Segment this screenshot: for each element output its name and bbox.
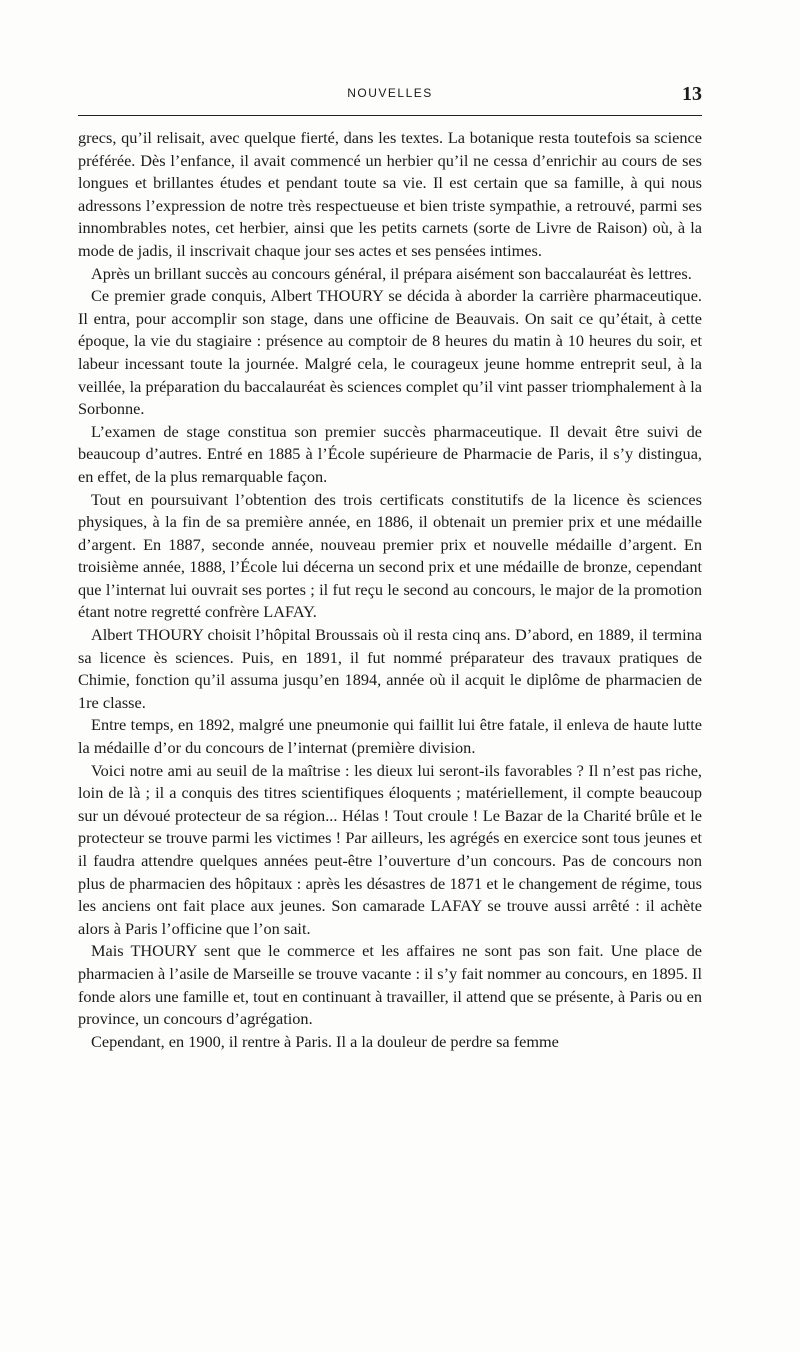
paragraph-8: Voici notre ami au seuil de la maîtrise : les dieux lui seront-ils favorables ? Il n’est pas riche, loin de là ; il a conquis des titres scientifiques éloquents ; matériellement, il compte beaucoup sur un dévoué protecteur de sa région... Hélas ! Tout croule ! Le Bazar de la Charité brûle et le protecteur se trouve parmi les victimes ! Par ailleurs, les agrégés en exercice sont tous jeunes et il faudra attendre quelques années peut-être l’ouverture d’un concours. Pas de concours non plus de pharmacien des hôpitaux : après les désastres de 1871 et le changement de régime, tous les anciens ont fait place aux jeunes. Son camarade LAFAY se trouve aussi arrêté : il achète alors à Paris l’officine que l’on sait. — [78, 760, 702, 938]
paragraph-5: Tout en poursuivant l’obtention des trois certificats constitutifs de la licence ès sciences physiques, à la fin de sa première année, en 1886, il obtenait un premier prix et une médaille d’argent. En 1887, seconde année, nouveau premier prix et nouvelle médaille d’argent. En troisième année, 1888, l’École lui décerna un second prix et une médaille de bronze, cependant que l’internat lui ouvrait ses portes ; il fut reçu le second au concours, le major de la promotion étant notre regretté confrère LAFAY. — [78, 489, 702, 622]
paragraph-10: Cependant, en 1900, il rentre à Paris. Il a la douleur de perdre sa femme — [91, 1031, 559, 1051]
page-header — [78, 83, 702, 107]
paragraph-2: Après un brillant succès au concours général, il prépara aisément son baccalauréat ès lettres. — [91, 263, 692, 283]
paragraph-7: Entre temps, en 1892, malgré une pneumonie qui faillit lui être fatale, il enleva de haute lutte la médaille d’or du concours de l’internat (première division. — [78, 715, 702, 758]
paragraph-1: grecs, qu’il relisait, avec quelque fierté, dans les textes. La botanique resta toutefois sa science préférée. Dès l’enfance, il avait commencé un herbier qu’il ne cessa d’enrichir au cours de ses longues et brillantes études et pendant toute sa vie. Il est certain que sa famille, à qui nous adressons l’expression de notre très respectueuse et bien triste sympathie, a retrouvé, parmi ses innombrables notes, cet herbier, ainsi que les petits carnets (sorte de Livre de Raison) où, à la mode de jadis, il inscrivait chaque jour ses actes et ses pensées intimes. — [78, 128, 702, 260]
paragraph-9: Mais THOURY sent que le commerce et les affaires ne sont pas son fait. Une place de pharmacien à l’asile de Marseille se trouve vacante : il s’y fait nommer au concours, en 1895. Il fonde alors une famille et, tout en continuant à travailler, il attend que se présente, à Paris ou en province, un concours d’agrégation. — [78, 941, 702, 1029]
header-rule — [78, 115, 702, 116]
running-title: NOUVELLES — [347, 86, 433, 100]
paragraph-6: Albert THOURY choisit l’hôpital Broussais où il resta cinq ans. D’abord, en 1889, il termina sa licence ès sciences. Puis, en 1891, il fut nommé préparateur des travaux pratiques de Chimie, fonction qu’il assuma jusqu’en 1894, année où il acquit le diplôme de pharmacien de 1re classe. — [78, 625, 702, 712]
paragraph-3: Ce premier grade conquis, Albert THOURY se décida à aborder la carrière pharmaceutique. Il entra, pour accomplir son stage, dans une officine de Beauvais. On sait ce qu’était, à cette époque, la vie du stagiaire : présence au comptoir de 8 heures du matin à 10 heures du soir, et labeur incessant toute la journée. Malgré cela, le courageux jeune homme entreprit seul, à la veillée, la préparation du baccalauréat ès sciences complet qu’il vint passer triomphalement à la Sorbonne. — [78, 286, 702, 419]
body-text — [78, 127, 702, 1053]
paragraph-4: L’examen de stage constitua son premier succès pharmaceutique. Il devait être suivi de beaucoup d’autres. Entré en 1885 à l’École supérieure de Pharmacie de Paris, il s’y distingua, en effet, de la plus remarquable façon. — [78, 421, 702, 486]
page-number: 13 — [682, 83, 702, 105]
